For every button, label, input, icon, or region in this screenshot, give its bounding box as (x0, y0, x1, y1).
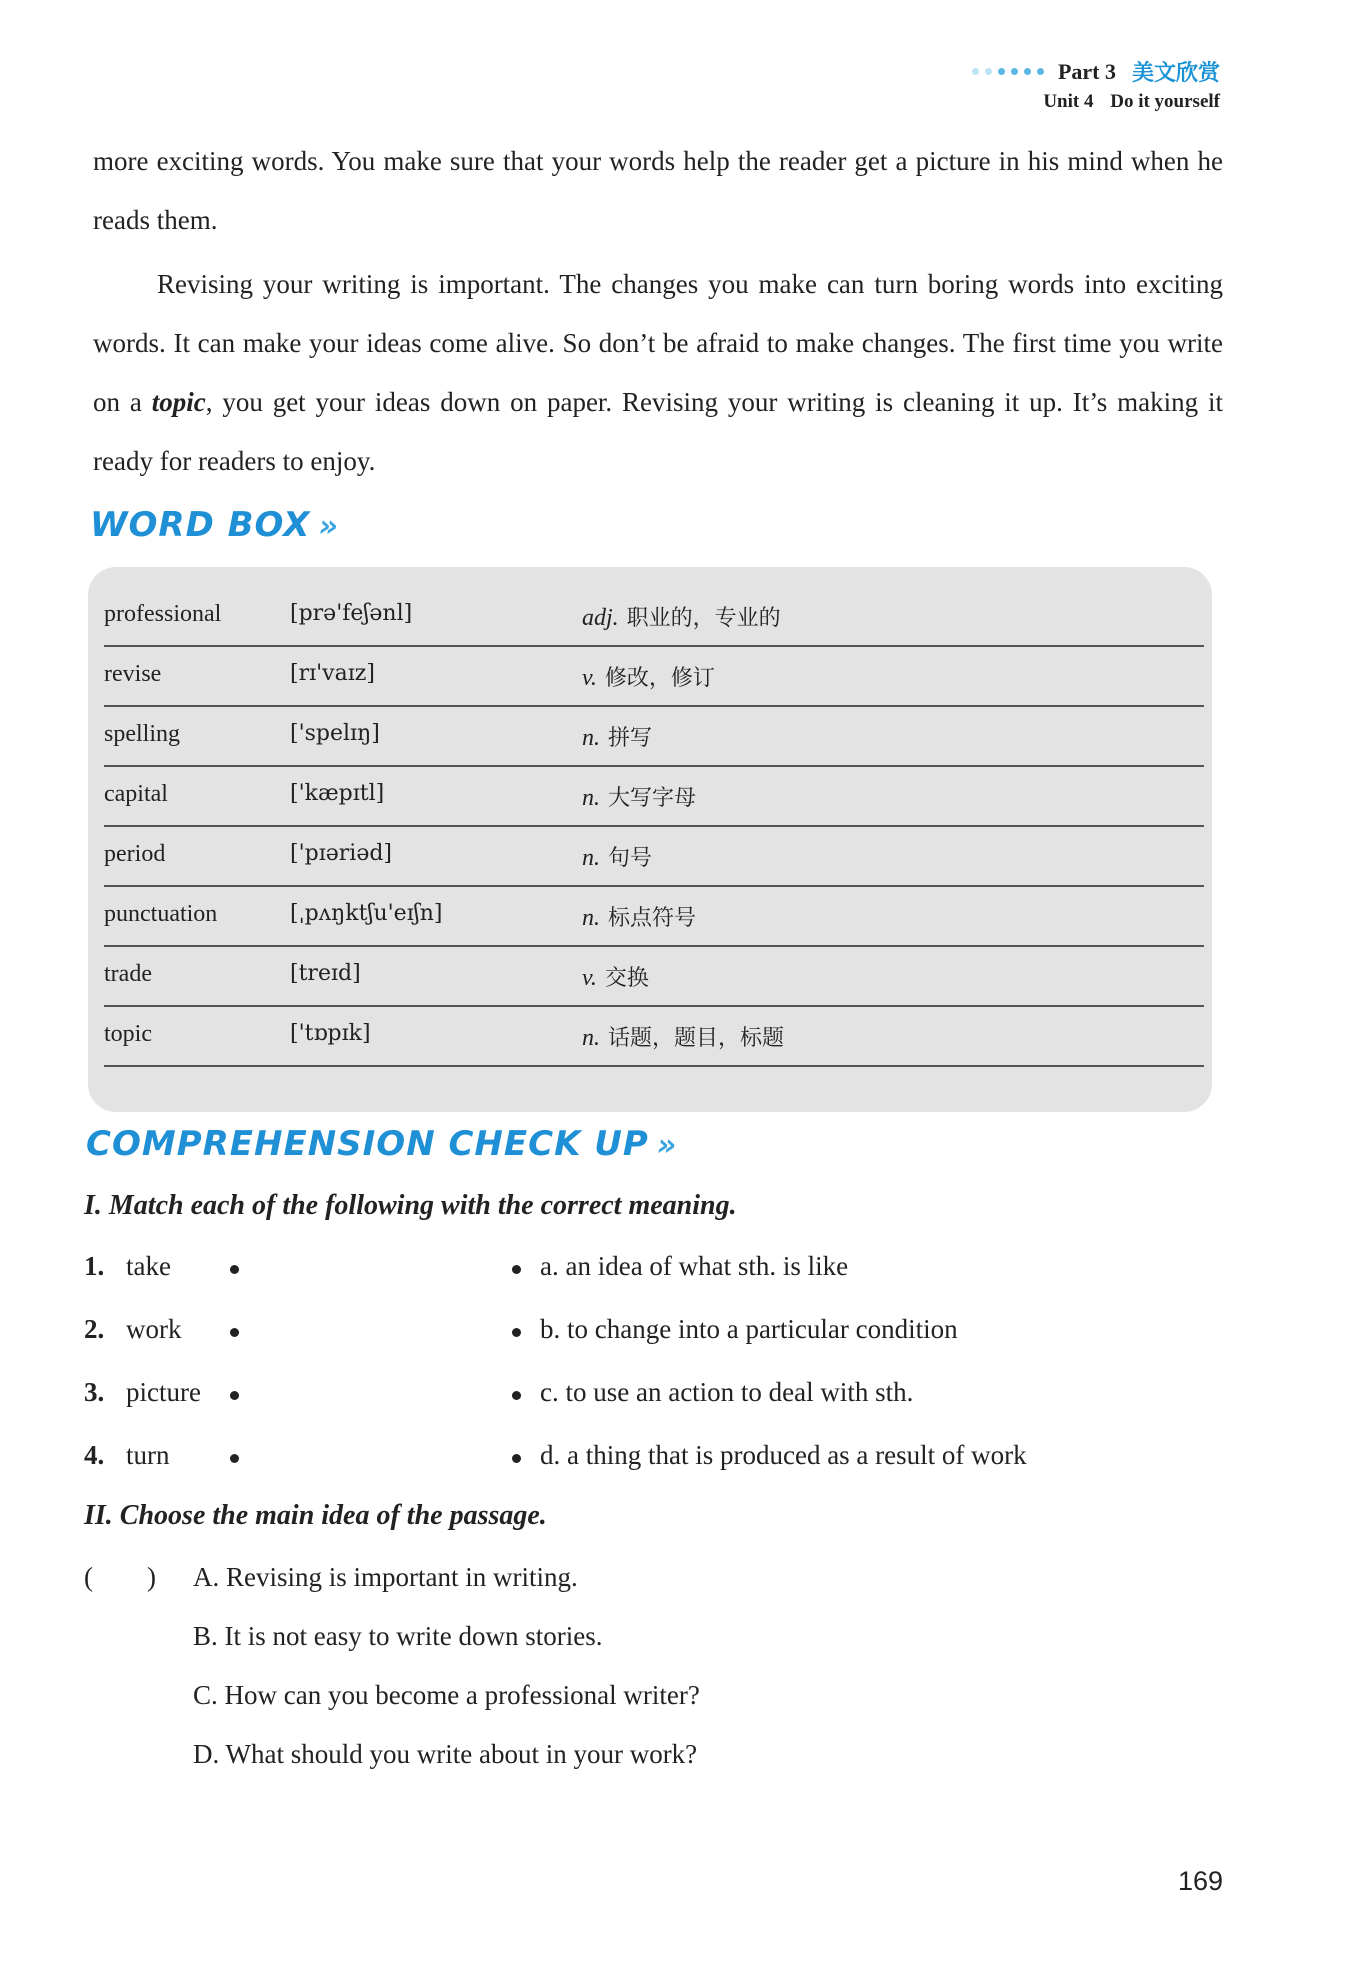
header-part-line (972, 56, 1220, 87)
part-of-speech: adj. (582, 605, 619, 631)
table-row (104, 705, 1204, 767)
vocab-meaning (582, 721, 652, 752)
vocab-phonetic: ['pɪəriəd] (290, 841, 393, 866)
match-meaning: c. to use an action to deal with sth. (540, 1377, 914, 1407)
part-of-speech: v. (582, 665, 597, 691)
choice-b: B. It is not easy to write down stories. (193, 1621, 603, 1651)
vocab-meaning (582, 1021, 784, 1052)
chinese-meaning: 职业的，专业的 (626, 606, 781, 631)
chinese-meaning: 句号 (608, 846, 653, 871)
match-word: turn (126, 1440, 170, 1470)
dot-icon (1024, 68, 1031, 75)
word-box-title: WORD BOX (90, 505, 311, 545)
item-number: 2. (84, 1314, 105, 1344)
vocab-word: punctuation (104, 901, 218, 927)
dot-icon (985, 68, 992, 75)
item-number: 4. (84, 1440, 105, 1470)
vocab-phonetic: [ˌpʌŋktʃu'eɪʃn] (290, 901, 443, 926)
chevron-right-icon: » (318, 509, 339, 544)
passage-text: , you get your ideas down on paper. Revising your writing is cleaning it up. It’s making it ready for readers to enjoy. (93, 387, 1224, 476)
choice-a: A. Revising is important in writing. (193, 1562, 578, 1592)
exercise-2-title: II. Choose the main idea of the passage. (84, 1500, 547, 1531)
part-chinese-title: 美文欣赏 (1131, 61, 1220, 86)
vocab-word: capital (104, 781, 168, 807)
word-box-heading (90, 505, 339, 545)
match-item (84, 1314, 1184, 1364)
word-box-table (88, 567, 1212, 1112)
vocab-meaning (582, 601, 781, 632)
vocab-phonetic: [treɪd] (290, 961, 361, 986)
dot-icon (1037, 68, 1044, 75)
passage-paragraph-2 (93, 255, 1223, 491)
match-meaning: b. to change into a particular condition (540, 1314, 958, 1344)
dot-icon (972, 68, 979, 75)
match-item (84, 1440, 1184, 1490)
match-item (84, 1377, 1184, 1427)
vocab-word: revise (104, 661, 162, 687)
table-row (104, 585, 1204, 647)
part-of-speech: n. (582, 785, 600, 811)
answer-blank[interactable]: ( ) (84, 1562, 156, 1592)
part-of-speech: n. (582, 1025, 600, 1051)
match-item (84, 1251, 1184, 1301)
match-dot-left[interactable] (230, 1391, 239, 1400)
match-word: picture (126, 1377, 201, 1407)
topic-keyword: topic (151, 387, 206, 417)
table-row (104, 825, 1204, 887)
vocab-phonetic: [rɪ'vaɪz] (290, 661, 375, 686)
vocab-phonetic: ['tɒpɪk] (290, 1021, 371, 1046)
comprehension-heading (86, 1124, 677, 1164)
choice-c: C. How can you become a professional writer? (193, 1680, 700, 1710)
match-dot-right[interactable] (512, 1391, 521, 1400)
vocab-word: trade (104, 961, 152, 987)
match-dot-left[interactable] (230, 1265, 239, 1274)
part-of-speech: v. (582, 965, 597, 991)
chinese-meaning: 拼写 (608, 726, 653, 751)
vocab-meaning (582, 841, 652, 872)
vocab-meaning (582, 781, 696, 812)
chinese-meaning: 标点符号 (608, 906, 697, 931)
dot-icon (1011, 68, 1018, 75)
vocab-meaning (582, 961, 649, 992)
vocab-phonetic: ['kæpɪtl] (290, 781, 385, 806)
table-row (104, 945, 1204, 1007)
vocab-word: spelling (104, 721, 180, 747)
unit-line (972, 91, 1220, 113)
vocab-meaning (582, 661, 715, 692)
chinese-meaning: 话题，题目，标题 (608, 1026, 785, 1051)
vocab-phonetic: ['spelɪŋ] (290, 721, 380, 746)
page-header (972, 56, 1220, 113)
match-dot-left[interactable] (230, 1328, 239, 1337)
dot-icon (998, 68, 1005, 75)
part-of-speech: n. (582, 905, 600, 931)
match-dot-left[interactable] (230, 1454, 239, 1463)
match-dot-right[interactable] (512, 1454, 521, 1463)
match-meaning: d. a thing that is produced as a result of work (540, 1440, 1027, 1470)
part-of-speech: n. (582, 725, 600, 751)
passage-text: Revising your writing is important. The changes you make can turn boring words into exciting words. It can make your ideas come alive. So don’t be afraid to make changes. The first time you write on a (93, 269, 1223, 417)
part-of-speech: n. (582, 845, 600, 871)
vocab-phonetic: [prə'feʃənl] (290, 601, 413, 626)
comprehension-title: COMPREHENSION CHECK UP (86, 1124, 649, 1164)
chinese-meaning: 修改，修订 (604, 666, 715, 691)
decorative-dots (972, 68, 1044, 75)
page-number: 169 (1178, 1866, 1224, 1896)
item-number: 3. (84, 1377, 105, 1407)
exercise-1-title: I. Match each of the following with the correct meaning. (84, 1190, 737, 1221)
unit-title: Do it yourself (1110, 91, 1220, 112)
item-number: 1. (84, 1251, 105, 1281)
table-row (104, 885, 1204, 947)
chinese-meaning: 大写字母 (608, 786, 697, 811)
chinese-meaning: 交换 (604, 966, 649, 991)
match-word: take (126, 1251, 171, 1281)
unit-label: Unit 4 (1043, 91, 1094, 112)
vocab-meaning (582, 901, 696, 932)
match-meaning: a. an idea of what sth. is like (540, 1251, 849, 1281)
match-dot-right[interactable] (512, 1328, 521, 1337)
vocab-word: professional (104, 601, 222, 627)
passage-paragraph-1: more exciting words. You make sure that your words help the reader get a picture in his mind when he reads them. (93, 146, 1223, 235)
match-dot-right[interactable] (512, 1265, 521, 1274)
table-row (104, 765, 1204, 827)
vocab-word: topic (104, 1021, 152, 1047)
choice-d: D. What should you write about in your work? (193, 1739, 698, 1769)
table-row (104, 1005, 1204, 1067)
match-word: work (126, 1314, 182, 1344)
table-row (104, 645, 1204, 707)
chevron-right-icon: » (656, 1128, 678, 1163)
part-label: Part 3 (1057, 58, 1116, 84)
vocab-word: period (104, 841, 166, 867)
